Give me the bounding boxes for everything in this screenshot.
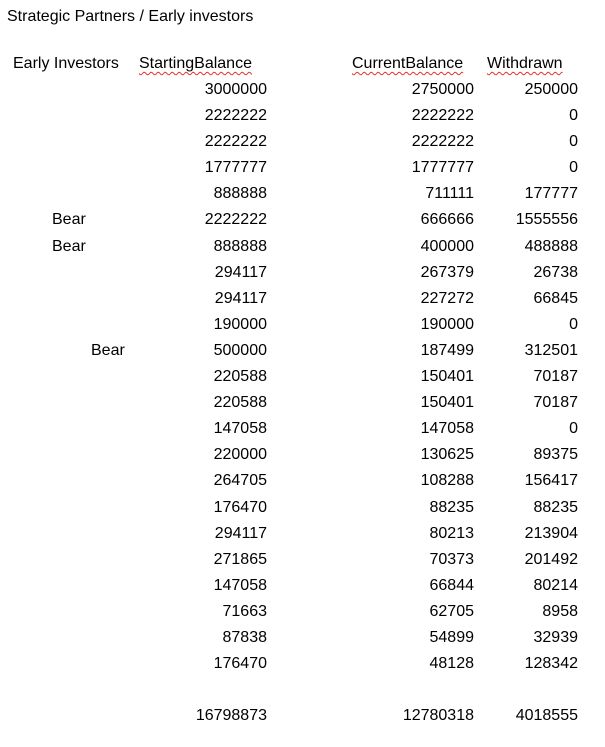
starting-balance-cell: 147058: [213, 576, 267, 594]
withdrawn-cell: 89375: [533, 446, 578, 464]
investor-label: Bear: [52, 211, 86, 229]
current-balance-cell: 190000: [420, 315, 474, 333]
table-row: [0, 471, 605, 497]
withdrawn-cell: 201492: [524, 550, 578, 568]
current-balance-cell: 666666: [420, 211, 474, 229]
table-row: [0, 498, 605, 524]
withdrawn-cell: 488888: [524, 237, 578, 255]
table-row: [0, 419, 605, 445]
table-row: [0, 184, 605, 210]
current-balance-cell: 80213: [429, 524, 474, 542]
withdrawn-cell: 0: [569, 107, 578, 125]
total-current-balance: 12780318: [402, 707, 474, 724]
withdrawn-cell: 213904: [524, 524, 578, 542]
total-starting-balance: 16798873: [195, 707, 267, 724]
table-row: [0, 654, 605, 680]
starting-balance-cell: 294117: [214, 524, 267, 542]
totals-row: [0, 706, 605, 728]
starting-balance-cell: 220588: [213, 368, 267, 386]
starting-balance-cell: 176470: [213, 498, 267, 516]
header-starting-balance: StartingBalance: [139, 55, 252, 72]
document-title: Strategic Partners / Early investors: [7, 8, 254, 25]
table-row: [0, 80, 605, 106]
withdrawn-cell: 0: [569, 159, 578, 177]
current-balance-cell: 267379: [420, 263, 474, 281]
table-row: [0, 210, 605, 236]
current-balance-cell: 66844: [429, 576, 474, 594]
current-balance-cell: 88235: [429, 498, 474, 516]
starting-balance-cell: 2222222: [204, 211, 267, 229]
starting-balance-cell: 3000000: [204, 81, 267, 98]
current-balance-cell: 130625: [420, 446, 474, 464]
withdrawn-cell: 0: [569, 420, 578, 438]
investor-label: Bear: [91, 341, 125, 359]
current-balance-cell: 147058: [420, 420, 474, 438]
withdrawn-cell: 8958: [542, 602, 578, 620]
starting-balance-cell: 294117: [214, 289, 267, 307]
table-row: [0, 132, 605, 158]
table-row: [0, 341, 605, 367]
investor-label: Bear: [52, 237, 86, 255]
current-balance-cell: 187499: [420, 341, 474, 359]
current-balance-cell: 2222222: [411, 133, 474, 151]
current-balance-cell: 711111: [425, 185, 474, 203]
table-row: [0, 106, 605, 132]
table-row: [0, 237, 605, 263]
table-row: [0, 524, 605, 550]
withdrawn-cell: 32939: [533, 628, 578, 646]
table-row: [0, 576, 605, 602]
withdrawn-cell: 0: [569, 133, 578, 151]
starting-balance-cell: 888888: [213, 237, 267, 255]
current-balance-cell: 54899: [429, 628, 474, 646]
withdrawn-cell: 1555556: [515, 211, 578, 229]
withdrawn-cell: 250000: [524, 81, 578, 98]
current-balance-cell: 1777777: [411, 159, 474, 177]
current-balance-cell: 2750000: [411, 81, 474, 98]
current-balance-cell: 70373: [429, 550, 474, 568]
withdrawn-cell: 0: [569, 315, 578, 333]
starting-balance-cell: 264705: [213, 472, 267, 490]
withdrawn-cell: 66845: [533, 289, 578, 307]
starting-balance-cell: 220588: [213, 394, 267, 412]
withdrawn-cell: 312501: [524, 341, 578, 359]
current-balance-cell: 150401: [420, 368, 474, 386]
starting-balance-cell: 71663: [222, 602, 267, 620]
starting-balance-cell: 888888: [213, 185, 267, 203]
table-row: [0, 550, 605, 576]
total-withdrawn: 4018555: [515, 707, 578, 724]
table-row: [0, 602, 605, 628]
starting-balance-cell: 2222222: [204, 107, 267, 125]
starting-balance-cell: 190000: [213, 315, 267, 333]
withdrawn-cell: 156417: [524, 472, 578, 490]
withdrawn-cell: 128342: [524, 655, 578, 673]
table-row: [0, 158, 605, 184]
current-balance-cell: 150401: [420, 394, 474, 412]
withdrawn-cell: 177777: [524, 185, 578, 203]
starting-balance-cell: 176470: [213, 655, 267, 673]
table-row: [0, 315, 605, 341]
table-row: [0, 289, 605, 315]
starting-balance-cell: 220000: [213, 446, 267, 464]
table-row: [0, 263, 605, 289]
starting-balance-cell: 271865: [213, 550, 267, 568]
current-balance-cell: 400000: [420, 237, 474, 255]
starting-balance-cell: 500000: [213, 341, 267, 359]
current-balance-cell: 48128: [429, 655, 474, 673]
header-current-balance: CurrentBalance: [352, 55, 464, 72]
starting-balance-cell: 1777777: [204, 159, 267, 177]
table-row: [0, 393, 605, 419]
investor-table: [0, 80, 605, 680]
table-row: [0, 367, 605, 393]
header-withdrawn: Withdrawn: [487, 55, 563, 72]
starting-balance-cell: 294117: [214, 263, 267, 281]
withdrawn-cell: 70187: [533, 368, 578, 386]
table-row: [0, 628, 605, 654]
starting-balance-cell: 147058: [213, 420, 267, 438]
current-balance-cell: 2222222: [411, 107, 474, 125]
starting-balance-cell: 2222222: [204, 133, 267, 151]
current-balance-cell: 62705: [429, 602, 474, 620]
withdrawn-cell: 80214: [533, 576, 578, 594]
withdrawn-cell: 88235: [533, 498, 578, 516]
table-row: [0, 445, 605, 471]
current-balance-cell: 108288: [420, 472, 474, 490]
withdrawn-cell: 26738: [533, 263, 578, 281]
current-balance-cell: 227272: [420, 289, 474, 307]
starting-balance-cell: 87838: [222, 628, 267, 646]
withdrawn-cell: 70187: [533, 394, 578, 412]
header-early-investors: Early Investors: [13, 55, 119, 72]
